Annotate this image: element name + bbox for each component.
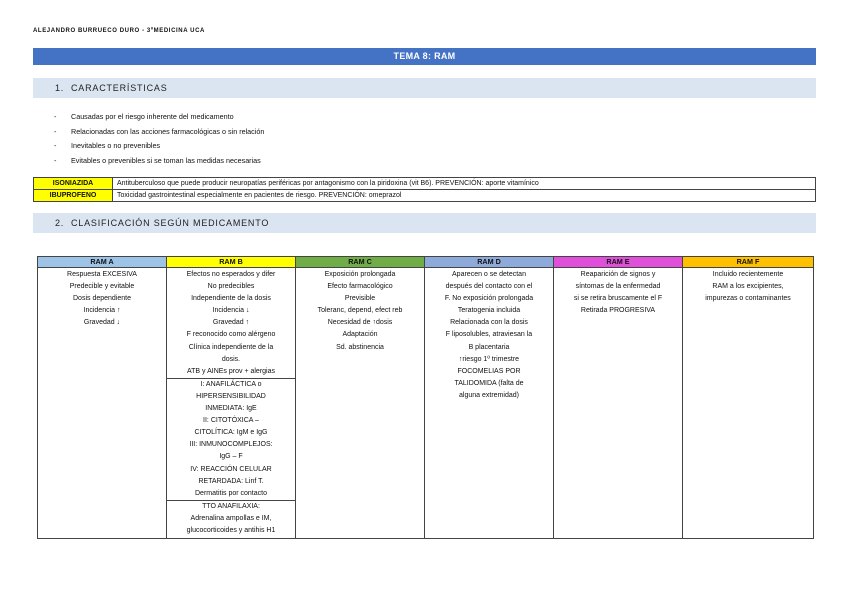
drug-description: Antituberculoso que puede producir neuropatías periféricas por antagonismo con la piridoxina (vit B6). PREVENCIÓN: aporte vitamínico (113, 178, 816, 190)
cell-ram-d (425, 268, 554, 539)
cell-line: Relacionada con la dosis (450, 319, 528, 327)
table-row (34, 178, 816, 190)
cell-ram-b (167, 268, 296, 539)
list-item: - Evitables o prevenibles si se toman las medidas necesarias (54, 155, 261, 165)
cell-line: HIPERSENSIBILIDAD (196, 392, 266, 400)
section-label: CLASIFICACIÓN SEGÚN MEDICAMENTO (71, 218, 270, 228)
cell-ram-f (683, 268, 814, 539)
cell-ram-c (296, 268, 425, 539)
drug-name: ISONIAZIDA (34, 178, 113, 190)
author-header: ALEJANDRO BURRUECO DURO - 3ºMEDICINA UCA (33, 28, 205, 34)
header-ram-c: RAM C (296, 257, 425, 268)
drug-name: IBUPROFENO (34, 190, 113, 202)
cell-line: II: CITOTÓXICA – (203, 417, 259, 425)
cell-line: Incidencia ↑ (83, 307, 121, 315)
cell-line: Teratogenia incluida (457, 307, 521, 315)
ram-b-treatment (167, 500, 295, 537)
cell-line: III: INMUNOCOMPLEJOS: (189, 441, 273, 449)
cell-line: RETARDADA: Linf T. (198, 477, 264, 485)
table-row (34, 190, 816, 202)
cell-line: Adrenalina ampollas e IM, (190, 514, 272, 522)
cell-line: Sd. abstinencia (336, 343, 384, 351)
cell-line: Clínica independiente de la (188, 343, 274, 351)
cell-line: Toleranc, depend, efect reb (317, 307, 403, 315)
cell-line: Gravedad ↑ (212, 319, 250, 327)
cell-line: Adaptación (342, 331, 378, 339)
table-row (38, 268, 814, 539)
cell-line: Incluido recientemente (712, 271, 784, 278)
cell-line: INMEDIATA: IgE (205, 405, 257, 413)
ram-b-description (167, 269, 295, 378)
cell-line: Retirada PROGRESIVA (580, 307, 656, 315)
cell-line: F. No exposición prolongada (444, 295, 534, 303)
section-number: 1. (55, 83, 65, 93)
section-number: 2. (55, 218, 65, 228)
cell-line: ↑riesgo 1º trimestre (458, 355, 520, 363)
cell-line: Reaparición de signos y (580, 271, 656, 278)
drug-description: Toxicidad gastrointestinal especialmente en pacientes de riesgo. PREVENCIÓN: omeprazol (113, 190, 816, 202)
cell-line: Independiente de la dosis (191, 295, 271, 303)
characteristics-list (54, 110, 264, 168)
cell-line: CITOLÍTICA: IgM e IgG (194, 429, 268, 437)
cell-line: Efectos no esperados y difer (186, 271, 276, 278)
cell-line: ATB y AINEs prov + alergias (187, 367, 275, 375)
cell-line: glucocorticoides y antihis H1 (186, 526, 276, 534)
cell-line: Predecible y evitable (69, 283, 135, 291)
cell-line: IV: REACCIÓN CELULAR (190, 465, 272, 473)
cell-line: Efecto farmacológico (327, 283, 393, 291)
cell-line: dosis. (221, 355, 241, 363)
cell-line: Gravedad ↓ (83, 319, 121, 327)
drug-examples-table (33, 177, 816, 202)
cell-line: después del contacto con el (445, 283, 533, 291)
header-ram-e: RAM E (554, 257, 683, 268)
cell-line: TALIDOMIDA (falta de (454, 379, 524, 387)
header-ram-d: RAM D (425, 257, 554, 268)
cell-line: impurezas o contaminantes (705, 295, 791, 303)
cell-ram-a (38, 268, 167, 539)
cell-line: No predecibles (207, 283, 255, 291)
cell-line: TTO ANAFILAXIA: (202, 502, 260, 510)
cell-line: IgG – F (219, 453, 243, 461)
cell-line: F reconocido como alérgeno (186, 331, 276, 339)
cell-line: F liposolubles, atraviesan la (445, 331, 533, 339)
ram-b-hypersensitivity-types (167, 378, 295, 500)
cell-line: Dermatitis por contacto (195, 489, 267, 497)
cell-line: RAM a los excipientes, (712, 283, 784, 291)
cell-line: I: ANAFILÁCTICA o (200, 380, 262, 388)
list-item: - Inevitables o no prevenibles (54, 141, 161, 150)
cell-line: Dosis dependiente (73, 295, 131, 303)
header-ram-a: RAM A (38, 257, 167, 268)
list-item: - Relacionadas con las acciones farmacológicas o sin relación (54, 126, 265, 136)
ram-classification-table (37, 256, 814, 539)
cell-line: FOCOMELIAS POR (457, 367, 521, 375)
cell-line: si se retira bruscamente el F (573, 295, 663, 303)
cell-line: Exposición prolongada (324, 271, 396, 278)
cell-line: Respuesta EXCESIVA (67, 271, 137, 278)
cell-line: Previsible (344, 295, 376, 303)
list-item: - Causadas por el riesgo inherente del medicamento (54, 112, 234, 121)
section-classification (33, 213, 816, 233)
header-ram-f: RAM F (683, 257, 814, 268)
cell-line: síntomas de la enfermedad (575, 283, 661, 291)
cell-ram-e (554, 268, 683, 539)
header-ram-b: RAM B (167, 257, 296, 268)
cell-line: alguna extremidad) (459, 391, 519, 399)
section-characteristics (33, 78, 816, 98)
cell-line: Necesidad de ↑dosis (327, 319, 393, 327)
cell-line: B placentaria (468, 343, 510, 351)
section-label: CARACTERÍSTICAS (71, 83, 168, 93)
cell-line: Aparecen o se detectan (452, 271, 526, 278)
page-title: TEMA 8: RAM (33, 48, 816, 65)
cell-line: Incidencia ↓ (212, 307, 250, 315)
table-header-row (38, 257, 814, 268)
